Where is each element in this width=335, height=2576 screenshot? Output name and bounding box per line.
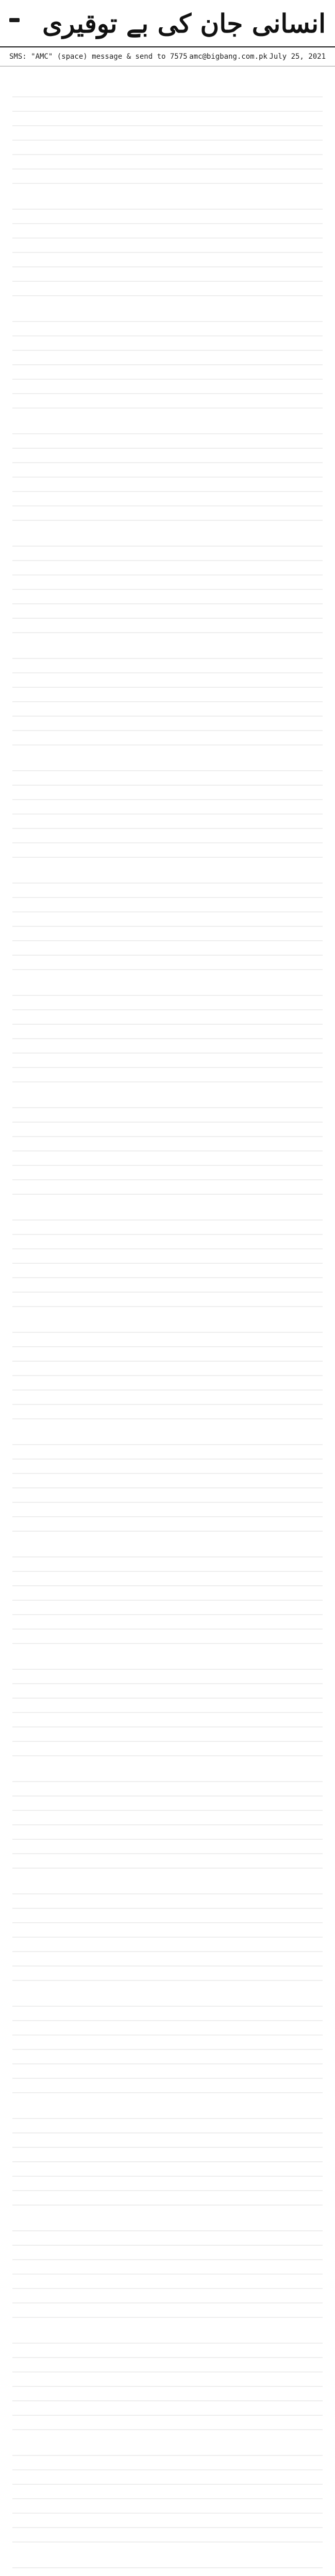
paragraphs xyxy=(12,83,323,2576)
headline: انسانی جان کی بے توقیری xyxy=(42,8,326,39)
article-paragraph xyxy=(12,420,323,525)
article-paragraph xyxy=(12,2554,323,2576)
contact-line: SMS: "AMC" (space) message & send to 7575 xyxy=(9,53,188,61)
article-paragraph xyxy=(12,2329,323,2434)
article-paragraph xyxy=(12,1431,323,1536)
article-paragraph xyxy=(12,1992,323,2097)
brand-badge xyxy=(9,18,20,22)
article-paragraph xyxy=(12,757,323,862)
article-paragraph xyxy=(12,532,323,637)
article-paragraph xyxy=(12,1094,323,1199)
article-paragraph xyxy=(12,645,323,750)
article-paragraph xyxy=(12,1543,323,1648)
article-paragraph xyxy=(12,1655,323,1760)
article-paragraph xyxy=(12,2217,323,2322)
brand-block xyxy=(9,18,20,28)
article xyxy=(0,66,335,2576)
date: July 25, 2021 xyxy=(269,53,326,61)
article-paragraph xyxy=(12,83,323,188)
article-paragraph xyxy=(12,1880,323,1985)
article-paragraph xyxy=(12,981,323,1087)
article-paragraph xyxy=(12,2105,323,2210)
article-paragraph xyxy=(12,1318,323,1423)
article-paragraph xyxy=(12,1768,323,1873)
masthead xyxy=(0,0,335,47)
article-paragraph xyxy=(12,869,323,974)
article-paragraph xyxy=(12,308,323,413)
article-paragraph xyxy=(12,1206,323,1311)
email: amc@bigbang.com.pk xyxy=(189,53,267,61)
meta-strip xyxy=(0,47,335,66)
article-paragraph xyxy=(12,2442,323,2547)
article-paragraph xyxy=(12,195,323,300)
